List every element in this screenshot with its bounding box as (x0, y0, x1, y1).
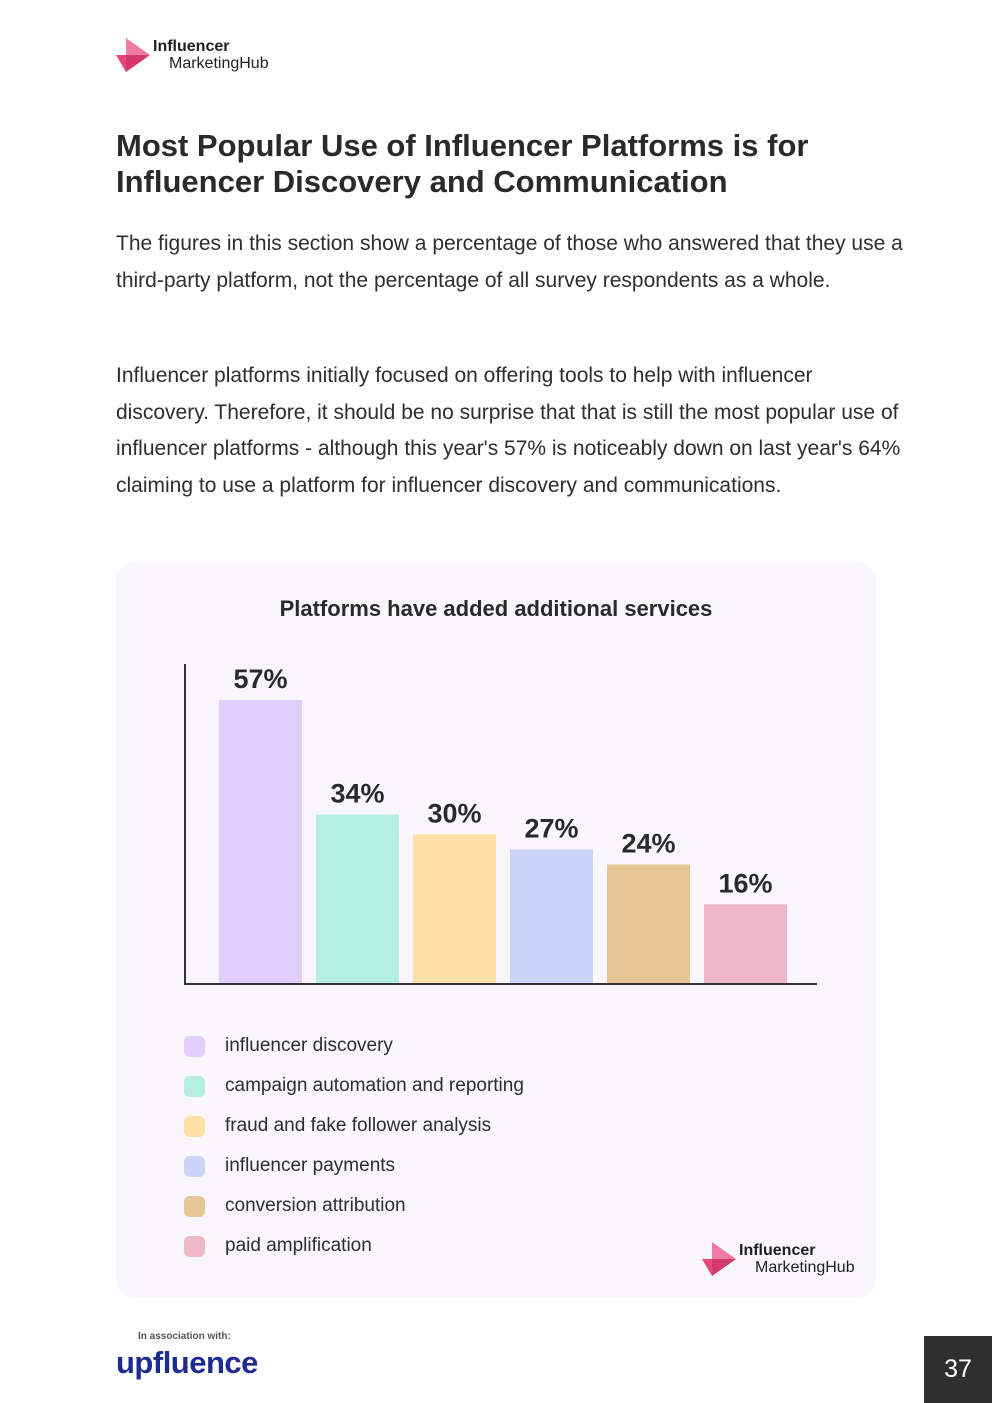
legend-item (184, 1026, 524, 1066)
legend-label: conversion attribution (225, 1195, 406, 1216)
intro-paragraph: The figures in this section show a percentage of those who answered that they use a third-party platform, not the percentage of all survey respondents as a whole. (116, 232, 903, 292)
legend-swatch (184, 1036, 205, 1057)
bar (413, 835, 496, 984)
bar-value-label: 57% (233, 664, 288, 694)
legend-label: fraud and fake follower analysis (225, 1115, 492, 1136)
bar (510, 849, 593, 984)
chart-logo (702, 1242, 855, 1276)
bar-value-label: 27% (524, 813, 579, 844)
legend-swatch (184, 1196, 205, 1217)
legend-item (184, 1186, 524, 1226)
brand-wordmark (739, 1242, 855, 1276)
legend-item (184, 1106, 524, 1146)
legend-label: influencer payments (225, 1155, 396, 1176)
partner-name: upfluence (116, 1345, 258, 1380)
bar-value-label: 34% (330, 778, 385, 809)
legend-label: paid amplification (225, 1235, 372, 1256)
page-number: 37 (924, 1336, 992, 1403)
legend-label: campaign automation and reporting (225, 1075, 524, 1096)
brand-logo-icon (702, 1242, 736, 1276)
bar (219, 700, 302, 984)
partner-logo (116, 1345, 258, 1381)
bar-value-label: 16% (718, 868, 773, 899)
brand-line2: MarketingHub (755, 1259, 855, 1276)
bar (704, 904, 787, 984)
legend-swatch (184, 1236, 205, 1257)
chart-title: Platforms have added additional services (279, 596, 713, 621)
legend-swatch (184, 1116, 205, 1137)
legend-swatch (184, 1076, 205, 1097)
legend-swatch (184, 1156, 205, 1177)
legend-label: influencer discovery (225, 1035, 393, 1056)
page-title: Most Popular Use of Influencer Platforms is for Influencer Discovery and Communication (116, 128, 809, 199)
brand-line1: Influencer (153, 38, 230, 55)
bar (316, 815, 399, 984)
bar-value-label: 30% (427, 798, 482, 829)
brand-line2: MarketingHub (169, 55, 269, 72)
body-paragraph: Influencer platforms initially focused on offering tools to help with influencer discovery. Therefore, it should be no surprise that that is still the most popular use of influencer platforms - although this year's 57% is noticeably down on last year's 64% claiming to use a platform for influencer discovery and communications. (116, 364, 901, 497)
bar-value-label: 24% (621, 828, 676, 859)
legend-item (184, 1066, 524, 1106)
legend-item (184, 1146, 524, 1186)
bar (607, 864, 690, 984)
association-label: In association with: (138, 1331, 231, 1342)
chart-legend (184, 1026, 524, 1266)
brand-line1: Influencer (739, 1242, 816, 1259)
legend-item (184, 1226, 524, 1266)
